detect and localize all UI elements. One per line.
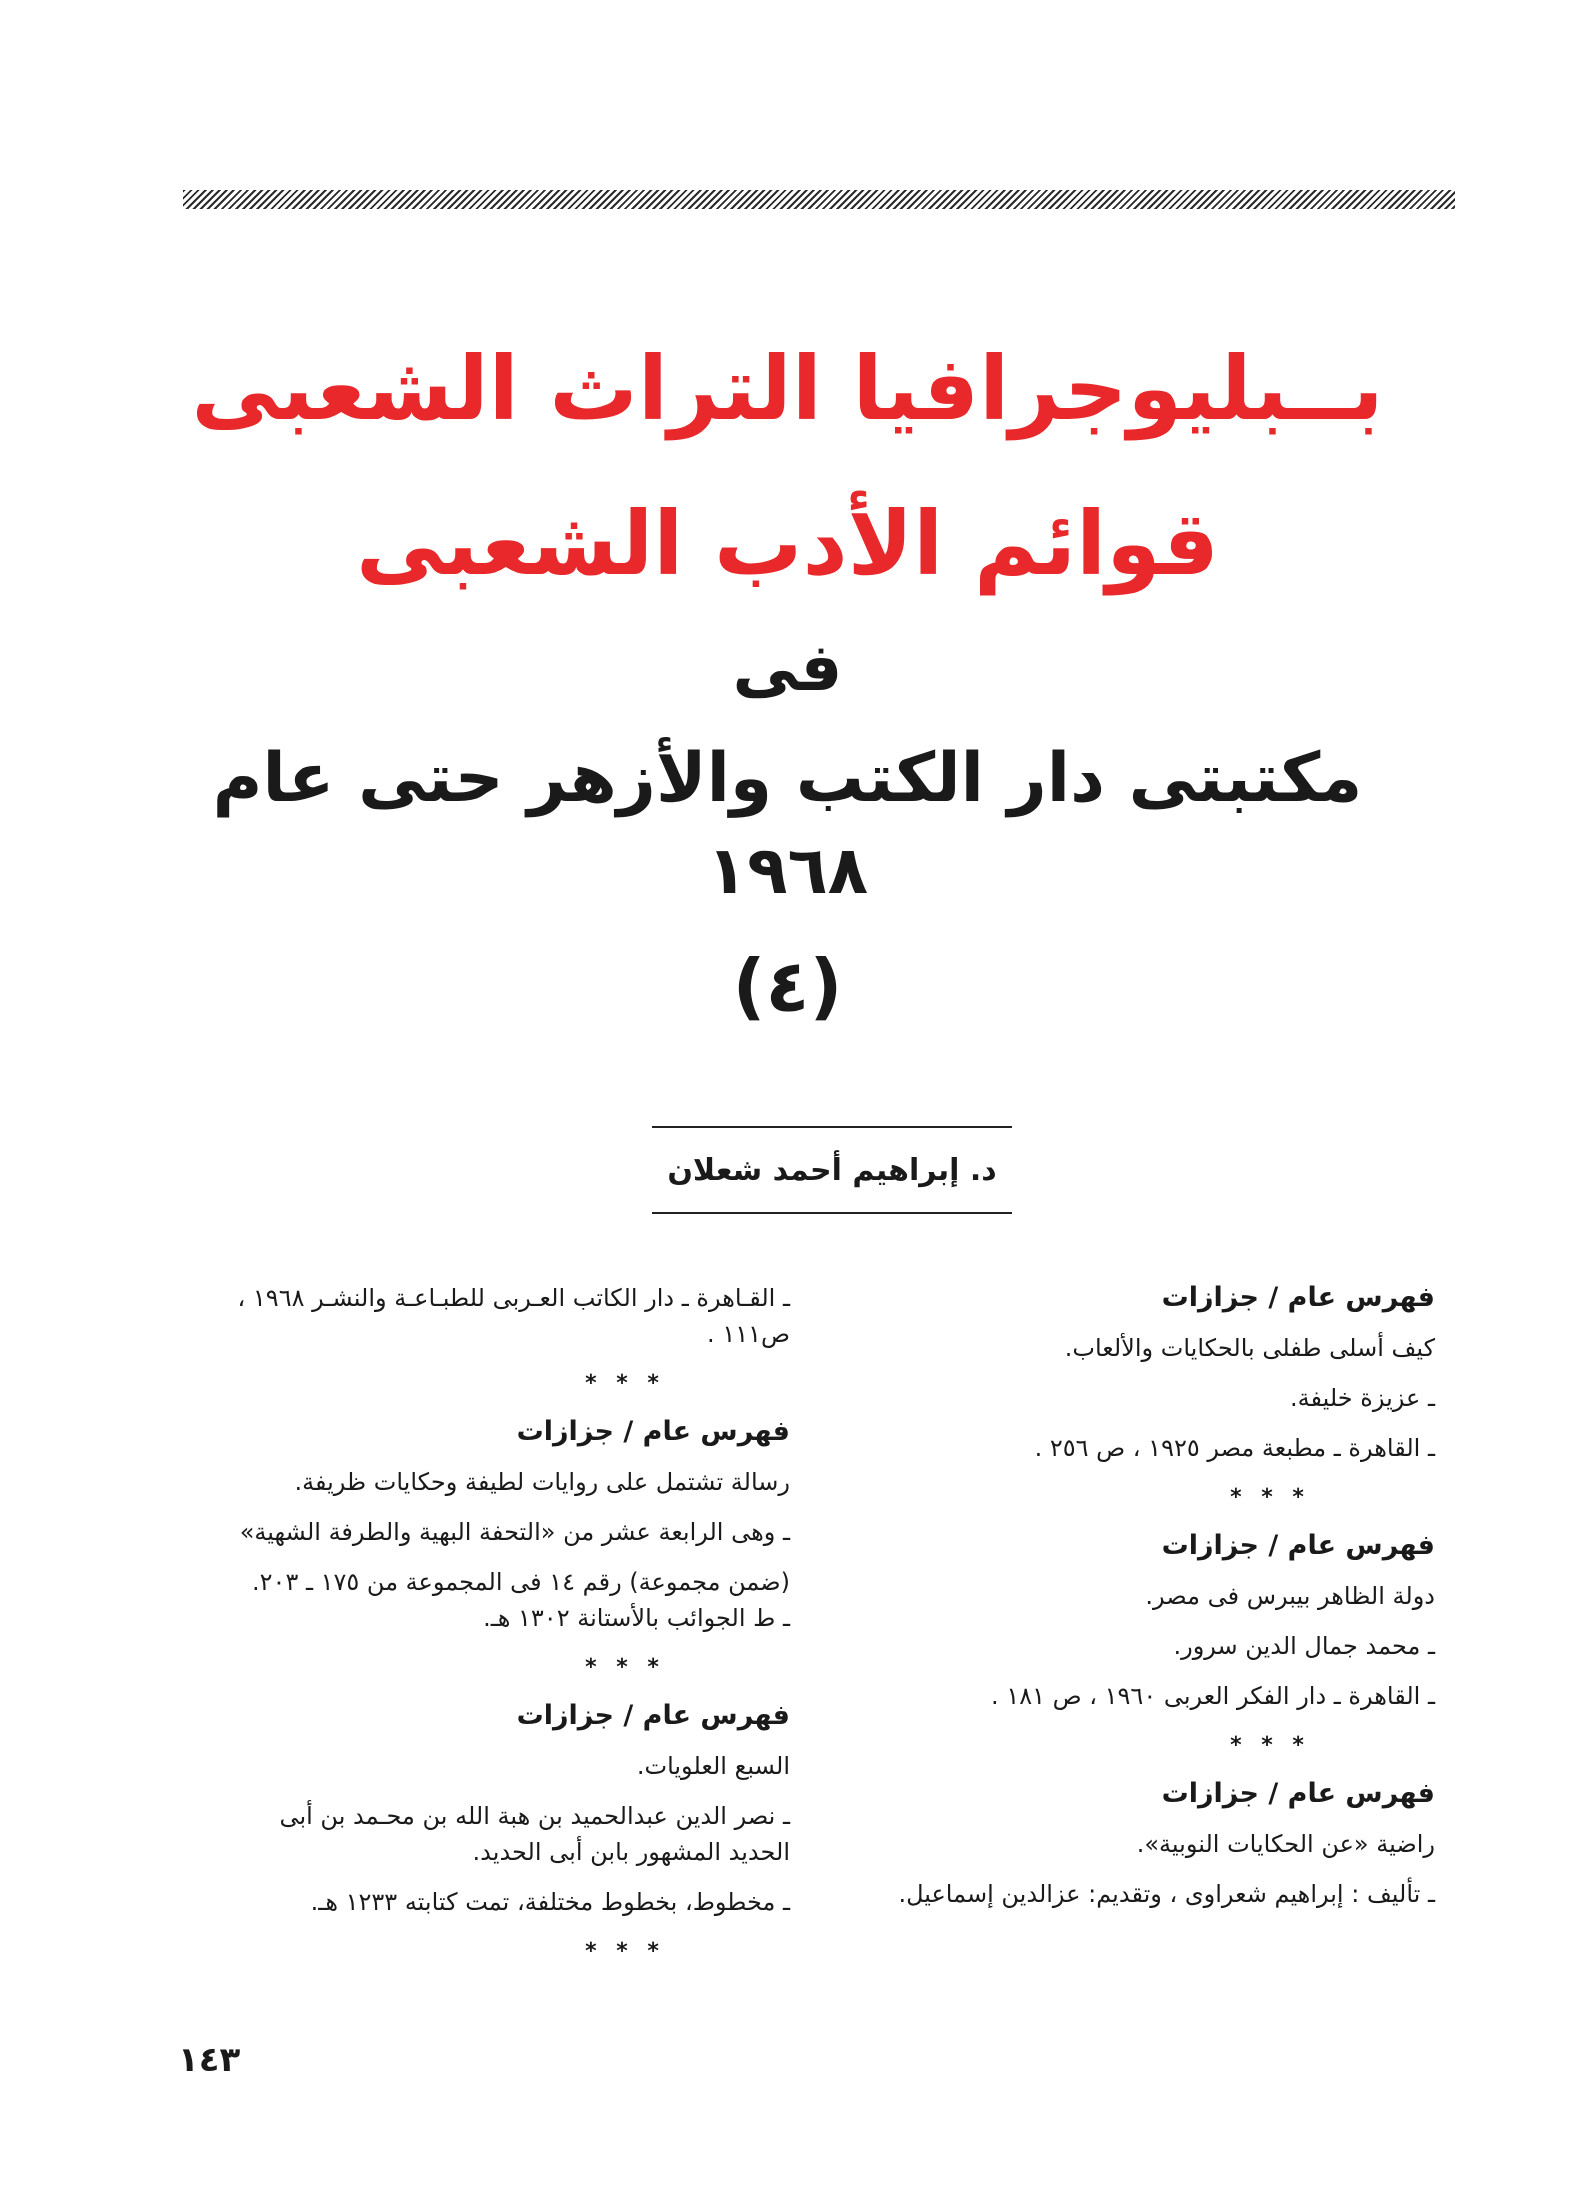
entry-heading: فهرس عام / جزازات [1161, 1282, 1435, 1313]
title-line-3: فى [732, 629, 843, 706]
entry-line: كيف أسلى طفلى بالحكايات والألعاب. [1064, 1334, 1435, 1362]
decorative-top-rule [183, 190, 1455, 209]
entry-line: ـ محمد جمال الدين سرور. [1173, 1632, 1435, 1660]
entry-line: دولة الظاهر بيبرس فى مصر. [1145, 1582, 1435, 1610]
entry-line: (ضمن مجموعة) رقم ١٤ فى المجموعة من ١٧٥ ـ ٢٠٣. [252, 1568, 790, 1596]
entry [150, 1414, 790, 1636]
right-column [795, 1280, 1435, 1926]
entry-line: ـ ط الجوائب بالأستانة ١٣٠٢ هـ. [483, 1604, 790, 1632]
left-column [150, 1280, 790, 1982]
entry [795, 1776, 1435, 1912]
title-line-1: بــبليوجرافيا التراث الشعبى [191, 337, 1384, 440]
entry-line: رسالة تشتمل على روايات لطيفة وحكايات ظريفة. [294, 1468, 790, 1496]
page-number: ١٤٣ [178, 2040, 241, 2080]
entry-line: ـ تأليف : إبراهيم شعراوى ، وتقديم: عزالدين إسماعيل. [898, 1880, 1435, 1908]
entry-line: ـ وهى الرابعة عشر من «التحفة البهية والطرفة الشهية» [239, 1518, 790, 1546]
title-year: ١٩٦٨ [706, 832, 869, 909]
entry-line: السبع العلويات. [636, 1752, 790, 1780]
separator-stars: * * * [585, 1655, 665, 1680]
entry-line: ـ نصر الدين عبدالحميد بن هبة الله بن محـمد بن أبى [279, 1802, 790, 1830]
entry-line: الحديد المشهور بابن أبى الحديد. [472, 1838, 790, 1866]
entry-line: ـ مخطوط، بخطوط مختلفة، تمت كتابته ١٢٣٣ هـ. [310, 1888, 790, 1916]
entry-continuation [150, 1280, 790, 1352]
separator-stars: * * * [585, 1371, 665, 1396]
separator-stars: * * * [1230, 1733, 1310, 1758]
title-line-4: مكتبتى دار الكتب والأزهر حتى عام [212, 739, 1363, 818]
separator-stars: * * * [1230, 1485, 1310, 1510]
entry [795, 1280, 1435, 1466]
entry-line: راضية «عن الحكايات النوبية». [1136, 1830, 1435, 1858]
entry-line: ـ عزيزة خليفة. [1289, 1384, 1435, 1412]
entry-line: ـ القاهرة ـ مطبعة مصر ١٩٢٥ ، ص ٢٥٦ . [1034, 1434, 1435, 1462]
separator-stars: * * * [585, 1939, 665, 1964]
author-name: د. إبراهيم أحمد شعلان [652, 1126, 1012, 1214]
entry [150, 1698, 790, 1920]
entry [795, 1528, 1435, 1714]
entry-heading: فهرس عام / جزازات [1161, 1778, 1435, 1809]
title-line-2: قوائم الأدب الشعبى [356, 492, 1219, 595]
entry-heading: فهرس عام / جزازات [516, 1416, 790, 1447]
entry-heading: فهرس عام / جزازات [516, 1700, 790, 1731]
entry-line: ـ القاهرة ـ دار الفكر العربى ١٩٦٠ ، ص ١٨١ . [991, 1682, 1435, 1710]
entry-line: ص١١١ . [707, 1320, 790, 1348]
title-part-number: (٤) [732, 944, 843, 1028]
entry-line: ـ القـاهرة ـ دار الكاتب العـربى للطبـاعـة والنشـر ١٩٦٨ ، [237, 1284, 790, 1312]
entry-heading: فهرس عام / جزازات [1161, 1530, 1435, 1561]
